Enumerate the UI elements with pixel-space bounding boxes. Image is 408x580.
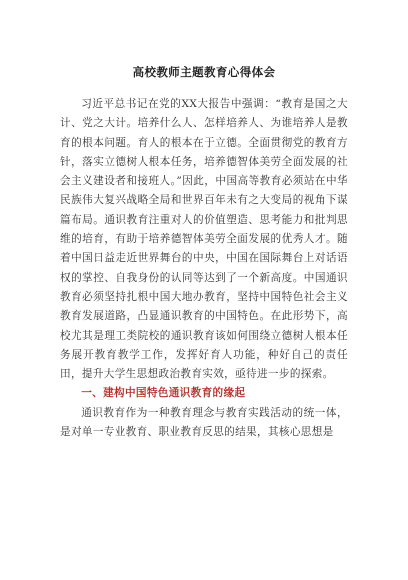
paragraph-section-1: 通识教育作为一种教育理念与教育实践活动的统一体，是对单一专业教育、职业教育反思的结果，其核心思想是	[60, 406, 348, 439]
document-body	[60, 95, 348, 442]
paragraph-intro: 习近平总书记在党的XX大报告中强调：“教育是国之大计、党之大计。培养什么人、怎样培养人、为谁培养人是教育的根本问题。育人的根本在于立德。全面贯彻党的教育方针，落实立德树人根本任务，培养德智体美劳全面发展的社会主义建设者和接班人。”因此，中国高等教育必须站在中华民族伟大复兴战略全局和世界百年未有之大变局的视角下谋篇布局。通识教育注重对人的价值塑造、思考能力和批判思维的培育，有助于培养德智体美劳全面发展的优秀人才。随着中国日益走近世界舞台的中央，中国在国际舞台上对话语权的掌控、自我身份的认同等达到了一个新高度。中国通识教育必须坚持扎根中国大地办教育，坚持中国特色社会主义教育发展道路，凸显通识教育的中国特色。在此形势下，高校尤其是理工类院校的通识教育该如何围绕立德树人根本任务展开教育教学工作，发挥好育人功能，种好自己的责任田，提升大学生思想政治教育实效，亟待进一步的探索。	[60, 98, 348, 381]
document-title: 高校教师主题教育心得体会	[132, 65, 276, 79]
section-heading: 一、建构中国特色通识教育的缘起	[81, 387, 246, 400]
